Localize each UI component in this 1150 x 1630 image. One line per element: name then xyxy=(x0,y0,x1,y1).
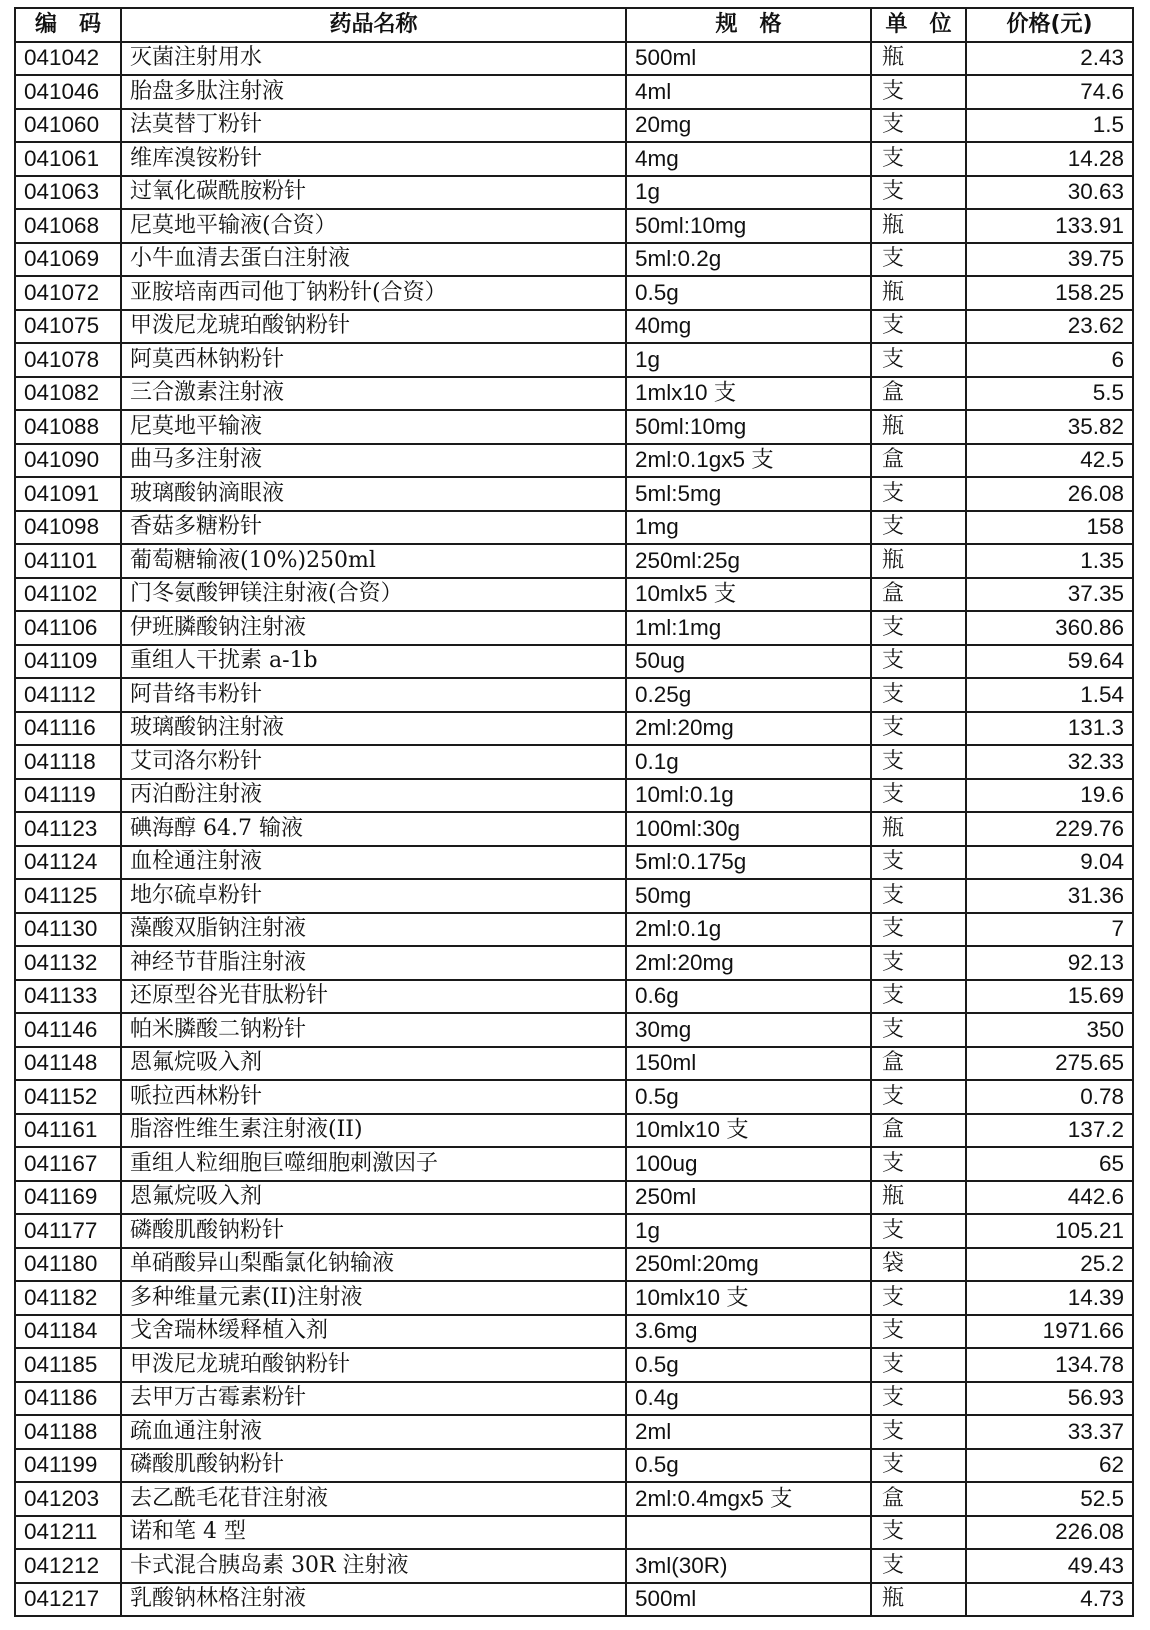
table-row xyxy=(15,1080,1133,1114)
cell-price: 105.21 xyxy=(966,1214,1133,1248)
table-row xyxy=(15,176,1133,210)
cell-price: 65 xyxy=(966,1147,1133,1181)
cell-code: 041119 xyxy=(15,779,121,813)
cell-price: 32.33 xyxy=(966,745,1133,779)
table-row xyxy=(15,310,1133,344)
table-row xyxy=(15,745,1133,779)
cell-price: 134.78 xyxy=(966,1348,1133,1382)
cell-spec: 0.6g xyxy=(626,980,871,1014)
cell-spec: 3.6mg xyxy=(626,1315,871,1349)
cell-drug-name: 阿莫西林钠粉针 xyxy=(121,343,626,377)
table-row xyxy=(15,142,1133,176)
cell-spec: 0.5g xyxy=(626,1080,871,1114)
cell-price: 131.3 xyxy=(966,712,1133,746)
cell-drug-name: 三合激素注射液 xyxy=(121,377,626,411)
table-row xyxy=(15,645,1133,679)
table-row xyxy=(15,1013,1133,1047)
cell-unit: 瓶 xyxy=(871,410,966,444)
cell-drug-name: 乳酸钠林格注射液 xyxy=(121,1583,626,1617)
cell-unit: 支 xyxy=(871,1080,966,1114)
cell-code: 041060 xyxy=(15,109,121,143)
cell-drug-name: 葡萄糖输液(10%)250ml xyxy=(121,544,626,578)
cell-spec: 0.25g xyxy=(626,678,871,712)
cell-code: 041098 xyxy=(15,511,121,545)
cell-code: 041161 xyxy=(15,1114,121,1148)
cell-spec xyxy=(626,1516,871,1550)
cell-price: 360.86 xyxy=(966,611,1133,645)
cell-price: 1.5 xyxy=(966,109,1133,143)
cell-drug-name: 灭菌注射用水 xyxy=(121,42,626,76)
cell-price: 0.78 xyxy=(966,1080,1133,1114)
cell-spec: 40mg xyxy=(626,310,871,344)
table-row xyxy=(15,544,1133,578)
cell-price: 226.08 xyxy=(966,1516,1133,1550)
price-list-sheet xyxy=(14,7,1132,1617)
cell-code: 041123 xyxy=(15,812,121,846)
cell-code: 041046 xyxy=(15,75,121,109)
table-body xyxy=(15,42,1133,1617)
cell-drug-name: 重组人粒细胞巨噬细胞刺激因子 xyxy=(121,1147,626,1181)
cell-spec: 150ml xyxy=(626,1047,871,1081)
cell-spec: 1g xyxy=(626,1214,871,1248)
table-header-row xyxy=(15,8,1133,42)
cell-spec: 500ml xyxy=(626,1583,871,1617)
table-row xyxy=(15,109,1133,143)
table-row xyxy=(15,276,1133,310)
cell-spec: 5ml:0.175g xyxy=(626,846,871,880)
cell-unit: 支 xyxy=(871,1449,966,1483)
table-row xyxy=(15,1147,1133,1181)
cell-unit: 支 xyxy=(871,645,966,679)
cell-price: 56.93 xyxy=(966,1382,1133,1416)
header-unit: 单 位 xyxy=(871,8,966,42)
cell-unit: 盒 xyxy=(871,444,966,478)
cell-unit: 支 xyxy=(871,243,966,277)
cell-unit: 支 xyxy=(871,712,966,746)
cell-spec: 2ml:20mg xyxy=(626,946,871,980)
cell-spec: 50ml:10mg xyxy=(626,209,871,243)
cell-unit: 瓶 xyxy=(871,276,966,310)
cell-unit: 盒 xyxy=(871,377,966,411)
cell-unit: 支 xyxy=(871,176,966,210)
table-row xyxy=(15,946,1133,980)
table-row xyxy=(15,1449,1133,1483)
cell-code: 041133 xyxy=(15,980,121,1014)
cell-unit: 支 xyxy=(871,75,966,109)
cell-drug-name: 恩氟烷吸入剂 xyxy=(121,1181,626,1215)
cell-unit: 支 xyxy=(871,980,966,1014)
cell-drug-name: 藻酸双脂钠注射液 xyxy=(121,913,626,947)
cell-price: 2.43 xyxy=(966,42,1133,76)
cell-spec: 3ml(30R) xyxy=(626,1549,871,1583)
cell-unit: 盒 xyxy=(871,578,966,612)
cell-spec: 0.1g xyxy=(626,745,871,779)
cell-drug-name: 甲泼尼龙琥珀酸钠粉针 xyxy=(121,1348,626,1382)
table-row xyxy=(15,578,1133,612)
cell-unit: 支 xyxy=(871,477,966,511)
cell-code: 041177 xyxy=(15,1214,121,1248)
cell-code: 041211 xyxy=(15,1516,121,1550)
table-row xyxy=(15,343,1133,377)
cell-code: 041184 xyxy=(15,1315,121,1349)
cell-drug-name: 磷酸肌酸钠粉针 xyxy=(121,1214,626,1248)
cell-price: 23.62 xyxy=(966,310,1133,344)
cell-code: 041069 xyxy=(15,243,121,277)
cell-price: 5.5 xyxy=(966,377,1133,411)
cell-code: 041152 xyxy=(15,1080,121,1114)
cell-price: 350 xyxy=(966,1013,1133,1047)
table-row xyxy=(15,75,1133,109)
cell-drug-name: 玻璃酸钠滴眼液 xyxy=(121,477,626,511)
cell-unit: 支 xyxy=(871,1382,966,1416)
cell-code: 041130 xyxy=(15,913,121,947)
cell-spec: 10ml:0.1g xyxy=(626,779,871,813)
table-row xyxy=(15,209,1133,243)
cell-unit: 支 xyxy=(871,1214,966,1248)
drug-price-table xyxy=(14,7,1134,1617)
cell-drug-name: 磷酸肌酸钠粉针 xyxy=(121,1449,626,1483)
table-row xyxy=(15,812,1133,846)
cell-code: 041169 xyxy=(15,1181,121,1215)
cell-unit: 支 xyxy=(871,1147,966,1181)
table-row xyxy=(15,611,1133,645)
table-row xyxy=(15,1482,1133,1516)
cell-spec: 0.5g xyxy=(626,276,871,310)
cell-drug-name: 诺和笔 4 型 xyxy=(121,1516,626,1550)
cell-unit: 袋 xyxy=(871,1248,966,1282)
cell-code: 041148 xyxy=(15,1047,121,1081)
cell-spec: 250ml:20mg xyxy=(626,1248,871,1282)
cell-price: 137.2 xyxy=(966,1114,1133,1148)
header-code: 编 码 xyxy=(15,8,121,42)
cell-code: 041042 xyxy=(15,42,121,76)
table-row xyxy=(15,1047,1133,1081)
cell-unit: 支 xyxy=(871,310,966,344)
cell-price: 42.5 xyxy=(966,444,1133,478)
cell-spec: 5ml:0.2g xyxy=(626,243,871,277)
cell-code: 041188 xyxy=(15,1415,121,1449)
cell-drug-name: 碘海醇 64.7 输液 xyxy=(121,812,626,846)
cell-spec: 1g xyxy=(626,176,871,210)
cell-spec: 4ml xyxy=(626,75,871,109)
cell-spec: 50ml:10mg xyxy=(626,410,871,444)
cell-drug-name: 恩氟烷吸入剂 xyxy=(121,1047,626,1081)
table-row xyxy=(15,779,1133,813)
cell-drug-name: 重组人干扰素 a-1b xyxy=(121,645,626,679)
cell-drug-name: 卡式混合胰岛素 30R 注射液 xyxy=(121,1549,626,1583)
cell-code: 041063 xyxy=(15,176,121,210)
cell-unit: 支 xyxy=(871,1348,966,1382)
header-name: 药品名称 xyxy=(121,8,626,42)
cell-code: 041185 xyxy=(15,1348,121,1382)
cell-code: 041186 xyxy=(15,1382,121,1416)
cell-price: 1.35 xyxy=(966,544,1133,578)
cell-drug-name: 门冬氨酸钾镁注射液(合资） xyxy=(121,578,626,612)
cell-unit: 支 xyxy=(871,611,966,645)
cell-unit: 支 xyxy=(871,142,966,176)
cell-drug-name: 阿昔络韦粉针 xyxy=(121,678,626,712)
cell-unit: 支 xyxy=(871,678,966,712)
cell-price: 49.43 xyxy=(966,1549,1133,1583)
cell-spec: 0.5g xyxy=(626,1348,871,1382)
cell-code: 041088 xyxy=(15,410,121,444)
table-row xyxy=(15,678,1133,712)
cell-code: 041199 xyxy=(15,1449,121,1483)
table-row xyxy=(15,1348,1133,1382)
cell-spec: 2ml xyxy=(626,1415,871,1449)
cell-spec: 10mlx5 支 xyxy=(626,578,871,612)
cell-spec: 0.5g xyxy=(626,1449,871,1483)
table-row xyxy=(15,980,1133,1014)
cell-price: 14.28 xyxy=(966,142,1133,176)
cell-unit: 瓶 xyxy=(871,544,966,578)
table-row xyxy=(15,377,1133,411)
cell-drug-name: 单硝酸异山梨酯氯化钠输液 xyxy=(121,1248,626,1282)
cell-price: 7 xyxy=(966,913,1133,947)
cell-unit: 支 xyxy=(871,343,966,377)
cell-spec: 2ml:0.1gx5 支 xyxy=(626,444,871,478)
table-row xyxy=(15,1248,1133,1282)
table-row xyxy=(15,1114,1133,1148)
cell-spec: 500ml xyxy=(626,42,871,76)
cell-drug-name: 艾司洛尔粉针 xyxy=(121,745,626,779)
cell-price: 52.5 xyxy=(966,1482,1133,1516)
cell-code: 041101 xyxy=(15,544,121,578)
cell-price: 275.65 xyxy=(966,1047,1133,1081)
cell-code: 041082 xyxy=(15,377,121,411)
cell-drug-name: 去乙酰毛花苷注射液 xyxy=(121,1482,626,1516)
cell-spec: 250ml xyxy=(626,1181,871,1215)
table-row xyxy=(15,444,1133,478)
cell-unit: 瓶 xyxy=(871,42,966,76)
cell-code: 041072 xyxy=(15,276,121,310)
table-row xyxy=(15,243,1133,277)
cell-drug-name: 伊班膦酸钠注射液 xyxy=(121,611,626,645)
cell-drug-name: 维库溴铵粉针 xyxy=(121,142,626,176)
cell-spec: 2ml:0.1g xyxy=(626,913,871,947)
cell-price: 158.25 xyxy=(966,276,1133,310)
cell-code: 041132 xyxy=(15,946,121,980)
cell-drug-name: 脂溶性维生素注射液(II) xyxy=(121,1114,626,1148)
cell-price: 229.76 xyxy=(966,812,1133,846)
table-row xyxy=(15,879,1133,913)
table-row xyxy=(15,846,1133,880)
cell-spec: 10mlx10 支 xyxy=(626,1281,871,1315)
cell-spec: 30mg xyxy=(626,1013,871,1047)
cell-code: 041102 xyxy=(15,578,121,612)
cell-drug-name: 还原型谷光苷肽粉针 xyxy=(121,980,626,1014)
cell-price: 62 xyxy=(966,1449,1133,1483)
cell-price: 15.69 xyxy=(966,980,1133,1014)
cell-spec: 100ml:30g xyxy=(626,812,871,846)
table-row xyxy=(15,1415,1133,1449)
cell-unit: 支 xyxy=(871,1549,966,1583)
cell-drug-name: 哌拉西林粉针 xyxy=(121,1080,626,1114)
cell-code: 041217 xyxy=(15,1583,121,1617)
header-spec: 规 格 xyxy=(626,8,871,42)
table-row xyxy=(15,1315,1133,1349)
cell-unit: 支 xyxy=(871,846,966,880)
cell-code: 041180 xyxy=(15,1248,121,1282)
cell-price: 19.6 xyxy=(966,779,1133,813)
cell-unit: 支 xyxy=(871,1013,966,1047)
cell-spec: 5ml:5mg xyxy=(626,477,871,511)
cell-spec: 50ug xyxy=(626,645,871,679)
table-row xyxy=(15,1583,1133,1617)
cell-price: 30.63 xyxy=(966,176,1133,210)
cell-price: 4.73 xyxy=(966,1583,1133,1617)
cell-spec: 1mg xyxy=(626,511,871,545)
cell-code: 041061 xyxy=(15,142,121,176)
cell-price: 31.36 xyxy=(966,879,1133,913)
cell-code: 041124 xyxy=(15,846,121,880)
cell-code: 041068 xyxy=(15,209,121,243)
cell-code: 041116 xyxy=(15,712,121,746)
cell-unit: 瓶 xyxy=(871,1181,966,1215)
cell-unit: 支 xyxy=(871,511,966,545)
table-row xyxy=(15,42,1133,76)
cell-price: 37.35 xyxy=(966,578,1133,612)
cell-unit: 瓶 xyxy=(871,1583,966,1617)
cell-price: 158 xyxy=(966,511,1133,545)
cell-unit: 支 xyxy=(871,913,966,947)
table-row xyxy=(15,410,1133,444)
cell-drug-name: 尼莫地平输液 xyxy=(121,410,626,444)
cell-drug-name: 甲泼尼龙琥珀酸钠粉针 xyxy=(121,310,626,344)
table-row xyxy=(15,511,1133,545)
cell-unit: 支 xyxy=(871,779,966,813)
cell-drug-name: 法莫替丁粉针 xyxy=(121,109,626,143)
cell-unit: 支 xyxy=(871,1315,966,1349)
cell-price: 74.6 xyxy=(966,75,1133,109)
table-row xyxy=(15,913,1133,947)
cell-unit: 支 xyxy=(871,745,966,779)
table-row xyxy=(15,477,1133,511)
cell-price: 1.54 xyxy=(966,678,1133,712)
cell-drug-name: 小牛血清去蛋白注射液 xyxy=(121,243,626,277)
table-row xyxy=(15,1214,1133,1248)
cell-unit: 盒 xyxy=(871,1047,966,1081)
cell-code: 041112 xyxy=(15,678,121,712)
cell-drug-name: 多种维量元素(II)注射液 xyxy=(121,1281,626,1315)
cell-price: 59.64 xyxy=(966,645,1133,679)
cell-price: 1971.66 xyxy=(966,1315,1133,1349)
cell-drug-name: 香菇多糖粉针 xyxy=(121,511,626,545)
cell-drug-name: 丙泊酚注射液 xyxy=(121,779,626,813)
cell-spec: 1ml:1mg xyxy=(626,611,871,645)
cell-spec: 2ml:20mg xyxy=(626,712,871,746)
table-row xyxy=(15,712,1133,746)
cell-spec: 4mg xyxy=(626,142,871,176)
cell-drug-name: 戈舍瑞林缓释植入剂 xyxy=(121,1315,626,1349)
cell-code: 041075 xyxy=(15,310,121,344)
cell-code: 041182 xyxy=(15,1281,121,1315)
cell-unit: 盒 xyxy=(871,1114,966,1148)
cell-code: 041106 xyxy=(15,611,121,645)
cell-spec: 20mg xyxy=(626,109,871,143)
cell-code: 041109 xyxy=(15,645,121,679)
cell-drug-name: 亚胺培南西司他丁钠粉针(合资） xyxy=(121,276,626,310)
cell-unit: 盒 xyxy=(871,1482,966,1516)
cell-price: 6 xyxy=(966,343,1133,377)
cell-price: 442.6 xyxy=(966,1181,1133,1215)
table-row xyxy=(15,1549,1133,1583)
cell-code: 041203 xyxy=(15,1482,121,1516)
cell-drug-name: 神经节苷脂注射液 xyxy=(121,946,626,980)
table-row xyxy=(15,1181,1133,1215)
cell-price: 133.91 xyxy=(966,209,1133,243)
cell-drug-name: 疏血通注射液 xyxy=(121,1415,626,1449)
cell-spec: 100ug xyxy=(626,1147,871,1181)
cell-unit: 支 xyxy=(871,879,966,913)
cell-drug-name: 胎盘多肽注射液 xyxy=(121,75,626,109)
cell-price: 25.2 xyxy=(966,1248,1133,1282)
cell-drug-name: 去甲万古霉素粉针 xyxy=(121,1382,626,1416)
cell-unit: 瓶 xyxy=(871,209,966,243)
cell-spec: 50mg xyxy=(626,879,871,913)
cell-spec: 2ml:0.4mgx5 支 xyxy=(626,1482,871,1516)
cell-spec: 1g xyxy=(626,343,871,377)
cell-price: 14.39 xyxy=(966,1281,1133,1315)
cell-code: 041212 xyxy=(15,1549,121,1583)
table-row xyxy=(15,1516,1133,1550)
cell-price: 33.37 xyxy=(966,1415,1133,1449)
cell-code: 041078 xyxy=(15,343,121,377)
cell-code: 041125 xyxy=(15,879,121,913)
cell-price: 35.82 xyxy=(966,410,1133,444)
cell-code: 041146 xyxy=(15,1013,121,1047)
cell-drug-name: 血栓通注射液 xyxy=(121,846,626,880)
cell-code: 041091 xyxy=(15,477,121,511)
table-row xyxy=(15,1382,1133,1416)
cell-unit: 支 xyxy=(871,1281,966,1315)
cell-drug-name: 曲马多注射液 xyxy=(121,444,626,478)
cell-drug-name: 过氧化碳酰胺粉针 xyxy=(121,176,626,210)
cell-code: 041118 xyxy=(15,745,121,779)
cell-unit: 支 xyxy=(871,1516,966,1550)
cell-unit: 支 xyxy=(871,946,966,980)
cell-drug-name: 玻璃酸钠注射液 xyxy=(121,712,626,746)
header-price: 价格(元) xyxy=(966,8,1133,42)
cell-unit: 支 xyxy=(871,1415,966,1449)
cell-code: 041090 xyxy=(15,444,121,478)
cell-price: 39.75 xyxy=(966,243,1133,277)
cell-drug-name: 地尔硫卓粉针 xyxy=(121,879,626,913)
cell-drug-name: 帕米膦酸二钠粉针 xyxy=(121,1013,626,1047)
cell-unit: 瓶 xyxy=(871,812,966,846)
cell-unit: 支 xyxy=(871,109,966,143)
cell-spec: 250ml:25g xyxy=(626,544,871,578)
cell-spec: 1mlx10 支 xyxy=(626,377,871,411)
cell-price: 26.08 xyxy=(966,477,1133,511)
table-row xyxy=(15,1281,1133,1315)
cell-price: 9.04 xyxy=(966,846,1133,880)
cell-code: 041167 xyxy=(15,1147,121,1181)
cell-spec: 0.4g xyxy=(626,1382,871,1416)
cell-drug-name: 尼莫地平输液(合资） xyxy=(121,209,626,243)
cell-spec: 10mlx10 支 xyxy=(626,1114,871,1148)
cell-price: 92.13 xyxy=(966,946,1133,980)
